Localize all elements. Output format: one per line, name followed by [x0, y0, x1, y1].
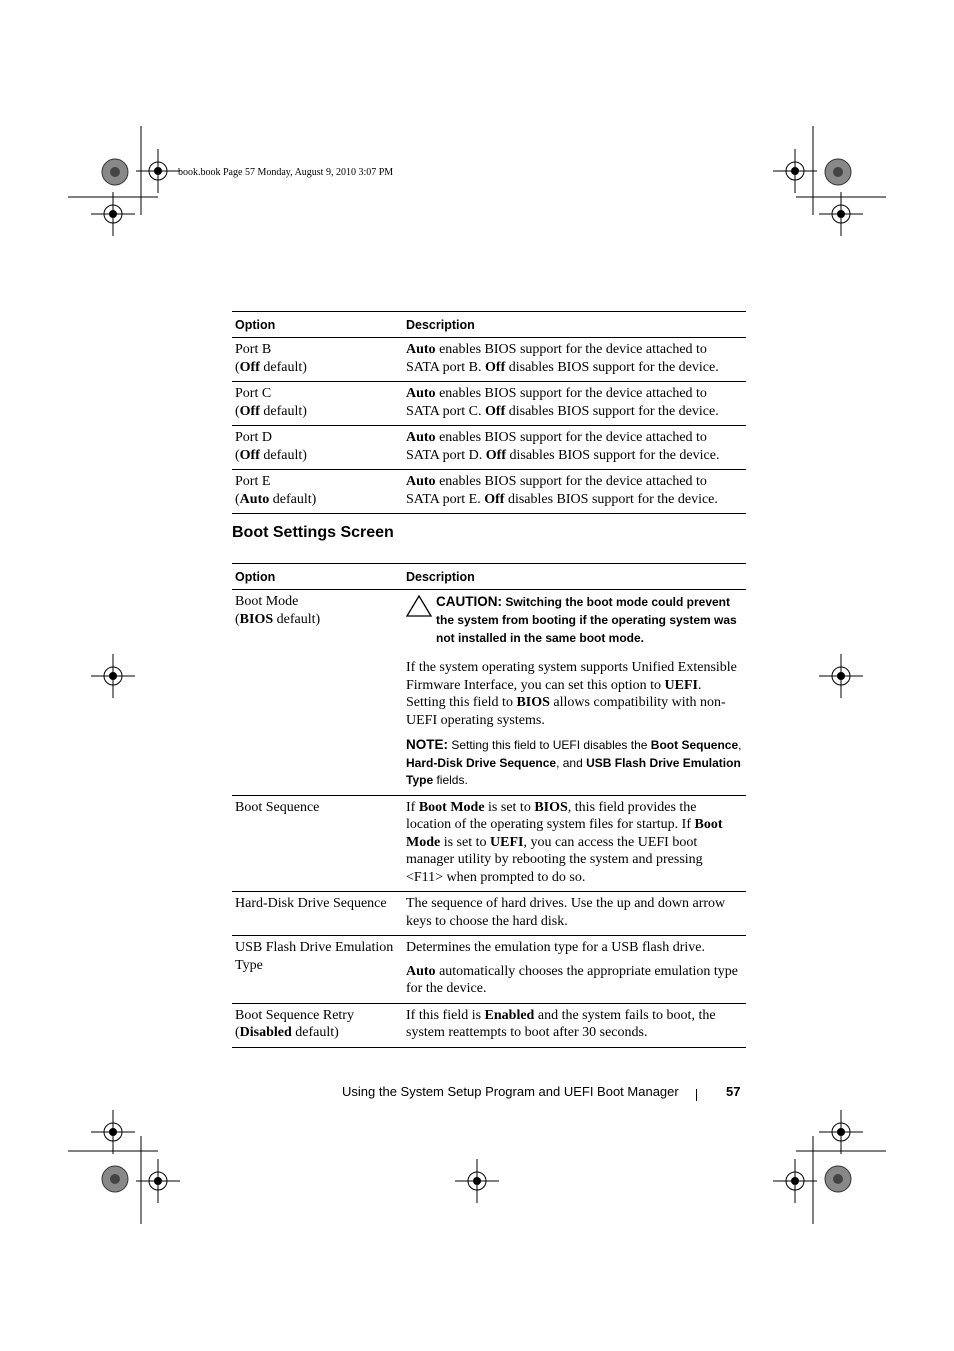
registration-cross-icon [773, 1159, 817, 1203]
option-cell: Port D (Off default) [232, 426, 401, 470]
table-row [232, 1003, 746, 1047]
registration-cross-icon [91, 192, 135, 236]
registration-cross-icon [819, 1110, 863, 1154]
header-stamp: book.book Page 57 Monday, August 9, 2010 3:07 PM [178, 167, 394, 178]
column-header-option: Option [232, 312, 401, 338]
caution-icon [406, 593, 436, 623]
boot-settings-table [232, 563, 746, 1048]
option-cell: Port E (Auto default) [232, 470, 401, 514]
registration-star-icon [825, 1166, 851, 1192]
description-cell: CAUTION: Switching the boot mode could prevent the system from booting if the operating system was not installed in the same boot mode. If the system operating system supports Unified Extensible Firmware Interface, you can set this option to UEFI. Setting this field to BIOS allows compatibility with non-UEFI operating systems. NOTE: Setting this field to UEFI disables the Boot Sequence, Hard-Disk Drive Sequence, and USB Flash Drive Emulation Type fields. [401, 590, 746, 796]
description-cell: Auto enables BIOS support for the device attached to SATA port B. Off disables BIOS support for the device. [401, 338, 746, 382]
option-cell: Port B (Off default) [232, 338, 401, 382]
sata-ports-table [232, 311, 746, 514]
registration-cross-icon [773, 149, 817, 193]
table-row [232, 936, 746, 1004]
table-row [232, 338, 746, 382]
registration-cross-icon [91, 1110, 135, 1154]
column-header-description: Description [401, 312, 746, 338]
description-cell: If this field is Enabled and the system fails to boot, the system reattempts to boot after 30 seconds. [401, 1003, 746, 1047]
description-cell: Auto enables BIOS support for the device attached to SATA port D. Off disables BIOS support for the device. [401, 426, 746, 470]
option-cell: Boot Sequence Retry (Disabled default) [232, 1003, 401, 1047]
option-cell: Boot Mode (BIOS default) [232, 590, 401, 796]
registration-cross-icon [91, 654, 135, 698]
table-row [232, 590, 746, 796]
option-cell: Port C (Off default) [232, 382, 401, 426]
description-cell: If Boot Mode is set to BIOS, this field provides the location of the operating system files for startup. If Boot Mode is set to UEFI, you can access the UEFI boot manager utility by rebooting the system and pressing <F11> when prompted to do so. [401, 795, 746, 892]
table-row [232, 426, 746, 470]
description-cell: Determines the emulation type for a USB flash drive. Auto automatically chooses the appropriate emulation type for the device. [401, 936, 746, 1004]
table-row [232, 382, 746, 426]
registration-cross-icon [819, 192, 863, 236]
note-block: NOTE: Setting this field to UEFI disables the Boot Sequence, Hard-Disk Drive Sequence, and USB Flash Drive Emulation Type fields. [406, 737, 742, 787]
registration-star-icon [102, 1166, 128, 1192]
description-cell: Auto enables BIOS support for the device attached to SATA port C. Off disables BIOS support for the device. [401, 382, 746, 426]
caution-block: CAUTION: Switching the boot mode could prevent the system from booting if the operating system was not installed in the same boot mode. [406, 593, 743, 647]
footer-title: Using the System Setup Program and UEFI Boot Manager [342, 1084, 679, 1099]
registration-star-icon [825, 159, 851, 185]
option-cell: Boot Sequence [232, 795, 401, 892]
column-header-option: Option [232, 564, 401, 590]
registration-star-icon [102, 159, 128, 185]
column-header-description: Description [401, 564, 746, 590]
table-row [232, 470, 746, 514]
footer-separator [696, 1089, 697, 1101]
table-row [232, 892, 746, 936]
section-title: Boot Settings Screen [232, 524, 394, 541]
description-cell: The sequence of hard drives. Use the up and down arrow keys to choose the hard disk. [401, 892, 746, 936]
registration-cross-icon [136, 149, 180, 193]
option-cell: USB Flash Drive Emulation Type [232, 936, 401, 1004]
table-row [232, 795, 746, 892]
option-cell: Hard-Disk Drive Sequence [232, 892, 401, 936]
registration-cross-icon [455, 1159, 499, 1203]
registration-cross-icon [136, 1159, 180, 1203]
description-cell: Auto enables BIOS support for the device attached to SATA port E. Off disables BIOS support for the device. [401, 470, 746, 514]
registration-cross-icon [819, 654, 863, 698]
page-number: 57 [726, 1084, 741, 1099]
